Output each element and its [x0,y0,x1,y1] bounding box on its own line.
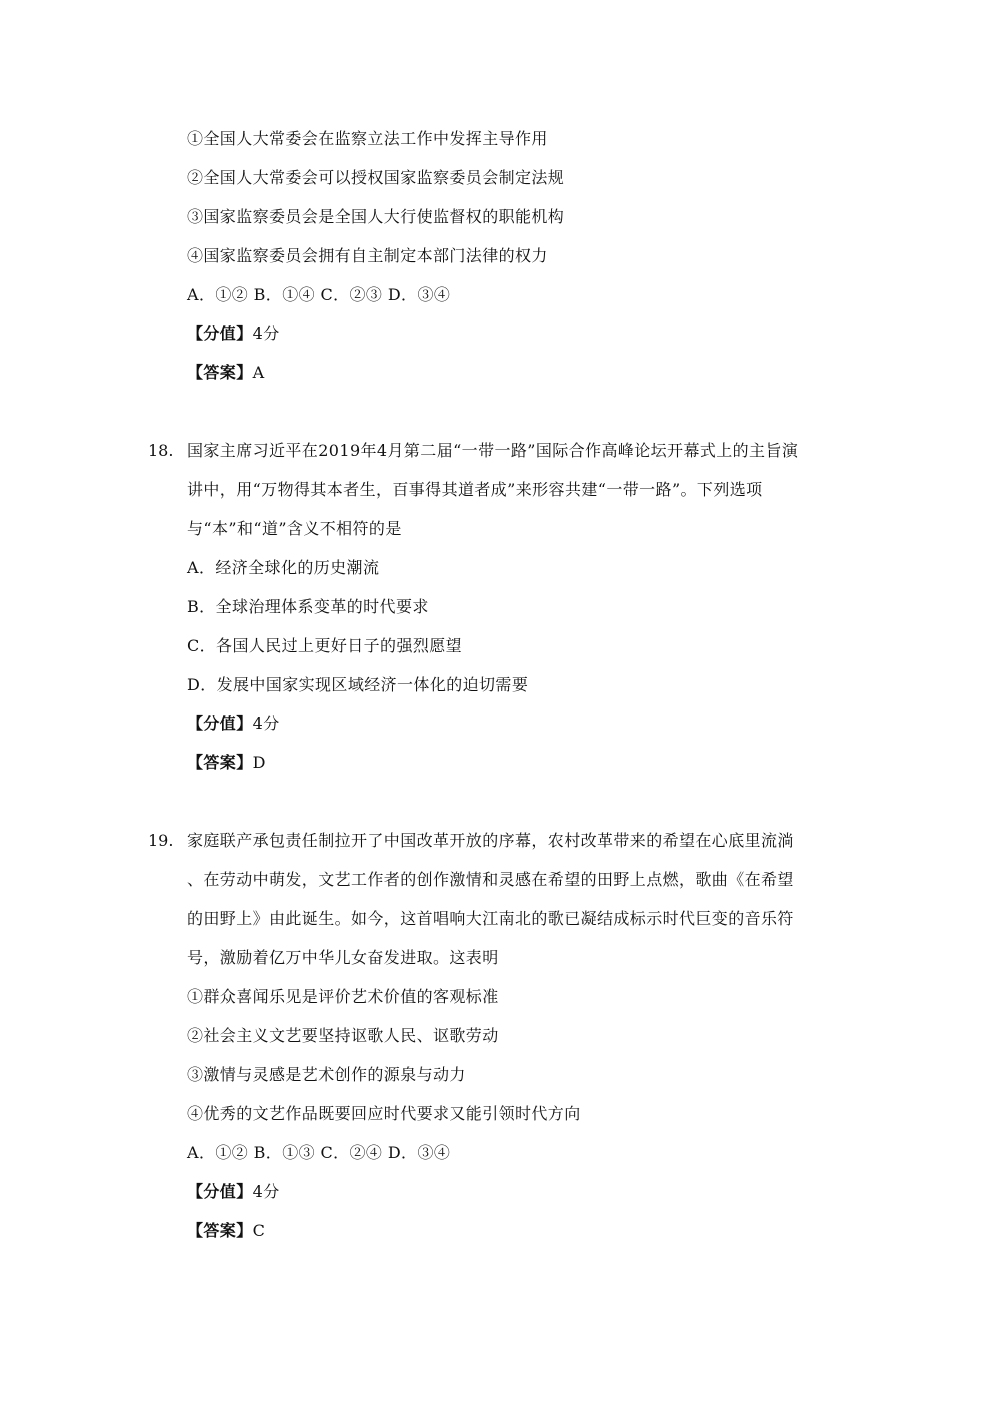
q19-stem-line-2: 、在劳动中萌发，文艺工作者的创作激情和灵感在希望的田野上点燃，歌曲《在希望 [187,870,794,889]
q18-answer-value: D [252,753,266,772]
q19-statement-1: ①群众喜闻乐见是评价艺术价值的客观标准 [187,987,499,1006]
q18-score [187,714,280,734]
q17-choices: A．①② B．①④ C．②③ D．③④ [187,285,451,304]
q18-stem-line-2: 讲中，用“万物得其本者生，百事得其道者成”来形容共建“一带一路”。下列选项 [187,480,763,499]
q18-answer-label: 【答案】 [187,753,253,772]
q19-answer-value: C [252,1221,266,1240]
q18-score-value: 4分 [252,714,280,733]
q18-option-b: B．全球治理体系变革的时代要求 [187,597,429,616]
q19-answer-label: 【答案】 [187,1221,253,1240]
q18-answer [187,753,266,773]
q19-stem-line-1: 家庭联产承包责任制拉开了中国改革开放的序幕，农村改革带来的希望在心底里流淌 [187,831,794,850]
q19-stem-line-4: 号，激励着亿万中华儿女奋发进取。这表明 [187,948,499,967]
q18-option-c: C．各国人民过上更好日子的强烈愿望 [187,636,463,655]
q17-answer-label: 【答案】 [187,363,253,382]
q17-statement-4: ④国家监察委员会拥有自主制定本部门法律的权力 [187,246,548,265]
q18-number: 18. [148,441,174,460]
q19-stem-line-3: 的田野上》由此诞生。如今，这首唱响大江南北的歌已凝结成标示时代巨变的音乐符 [187,909,794,928]
q18-score-label: 【分值】 [187,714,253,733]
q19-score [187,1182,280,1202]
q19-statement-3: ③激情与灵感是艺术创作的源泉与动力 [187,1065,466,1084]
q17-score-label: 【分值】 [187,324,253,343]
q17-score-value: 4分 [252,324,280,343]
q18-option-a: A．经济全球化的历史潮流 [187,558,380,577]
q17-score [187,324,280,344]
q19-statement-2: ②社会主义文艺要坚持讴歌人民、讴歌劳动 [187,1026,499,1045]
q19-score-label: 【分值】 [187,1182,253,1201]
q18-stem-line-1: 国家主席习近平在2019年4月第二届“一带一路”国际合作高峰论坛开幕式上的主旨演 [187,441,799,460]
q19-number: 19. [148,831,174,850]
q17-answer-value: A [252,363,265,382]
q18-option-d: D．发展中国家实现区域经济一体化的迫切需要 [187,675,529,694]
q17-statement-2: ②全国人大常委会可以授权国家监察委员会制定法规 [187,168,565,187]
q17-statement-3: ③国家监察委员会是全国人大行使监督权的职能机构 [187,207,565,226]
q17-statement-1: ①全国人大常委会在监察立法工作中发挥主导作用 [187,129,548,148]
q18-stem-line-3: 与“本”和“道”含义不相符的是 [187,519,402,538]
q19-choices: A．①② B．①③ C．②④ D．③④ [187,1143,451,1162]
q19-score-value: 4分 [252,1182,280,1201]
q19-statement-4: ④优秀的文艺作品既要回应时代要求又能引领时代方向 [187,1104,581,1123]
q19-answer [187,1221,265,1241]
q17-answer [187,363,265,383]
